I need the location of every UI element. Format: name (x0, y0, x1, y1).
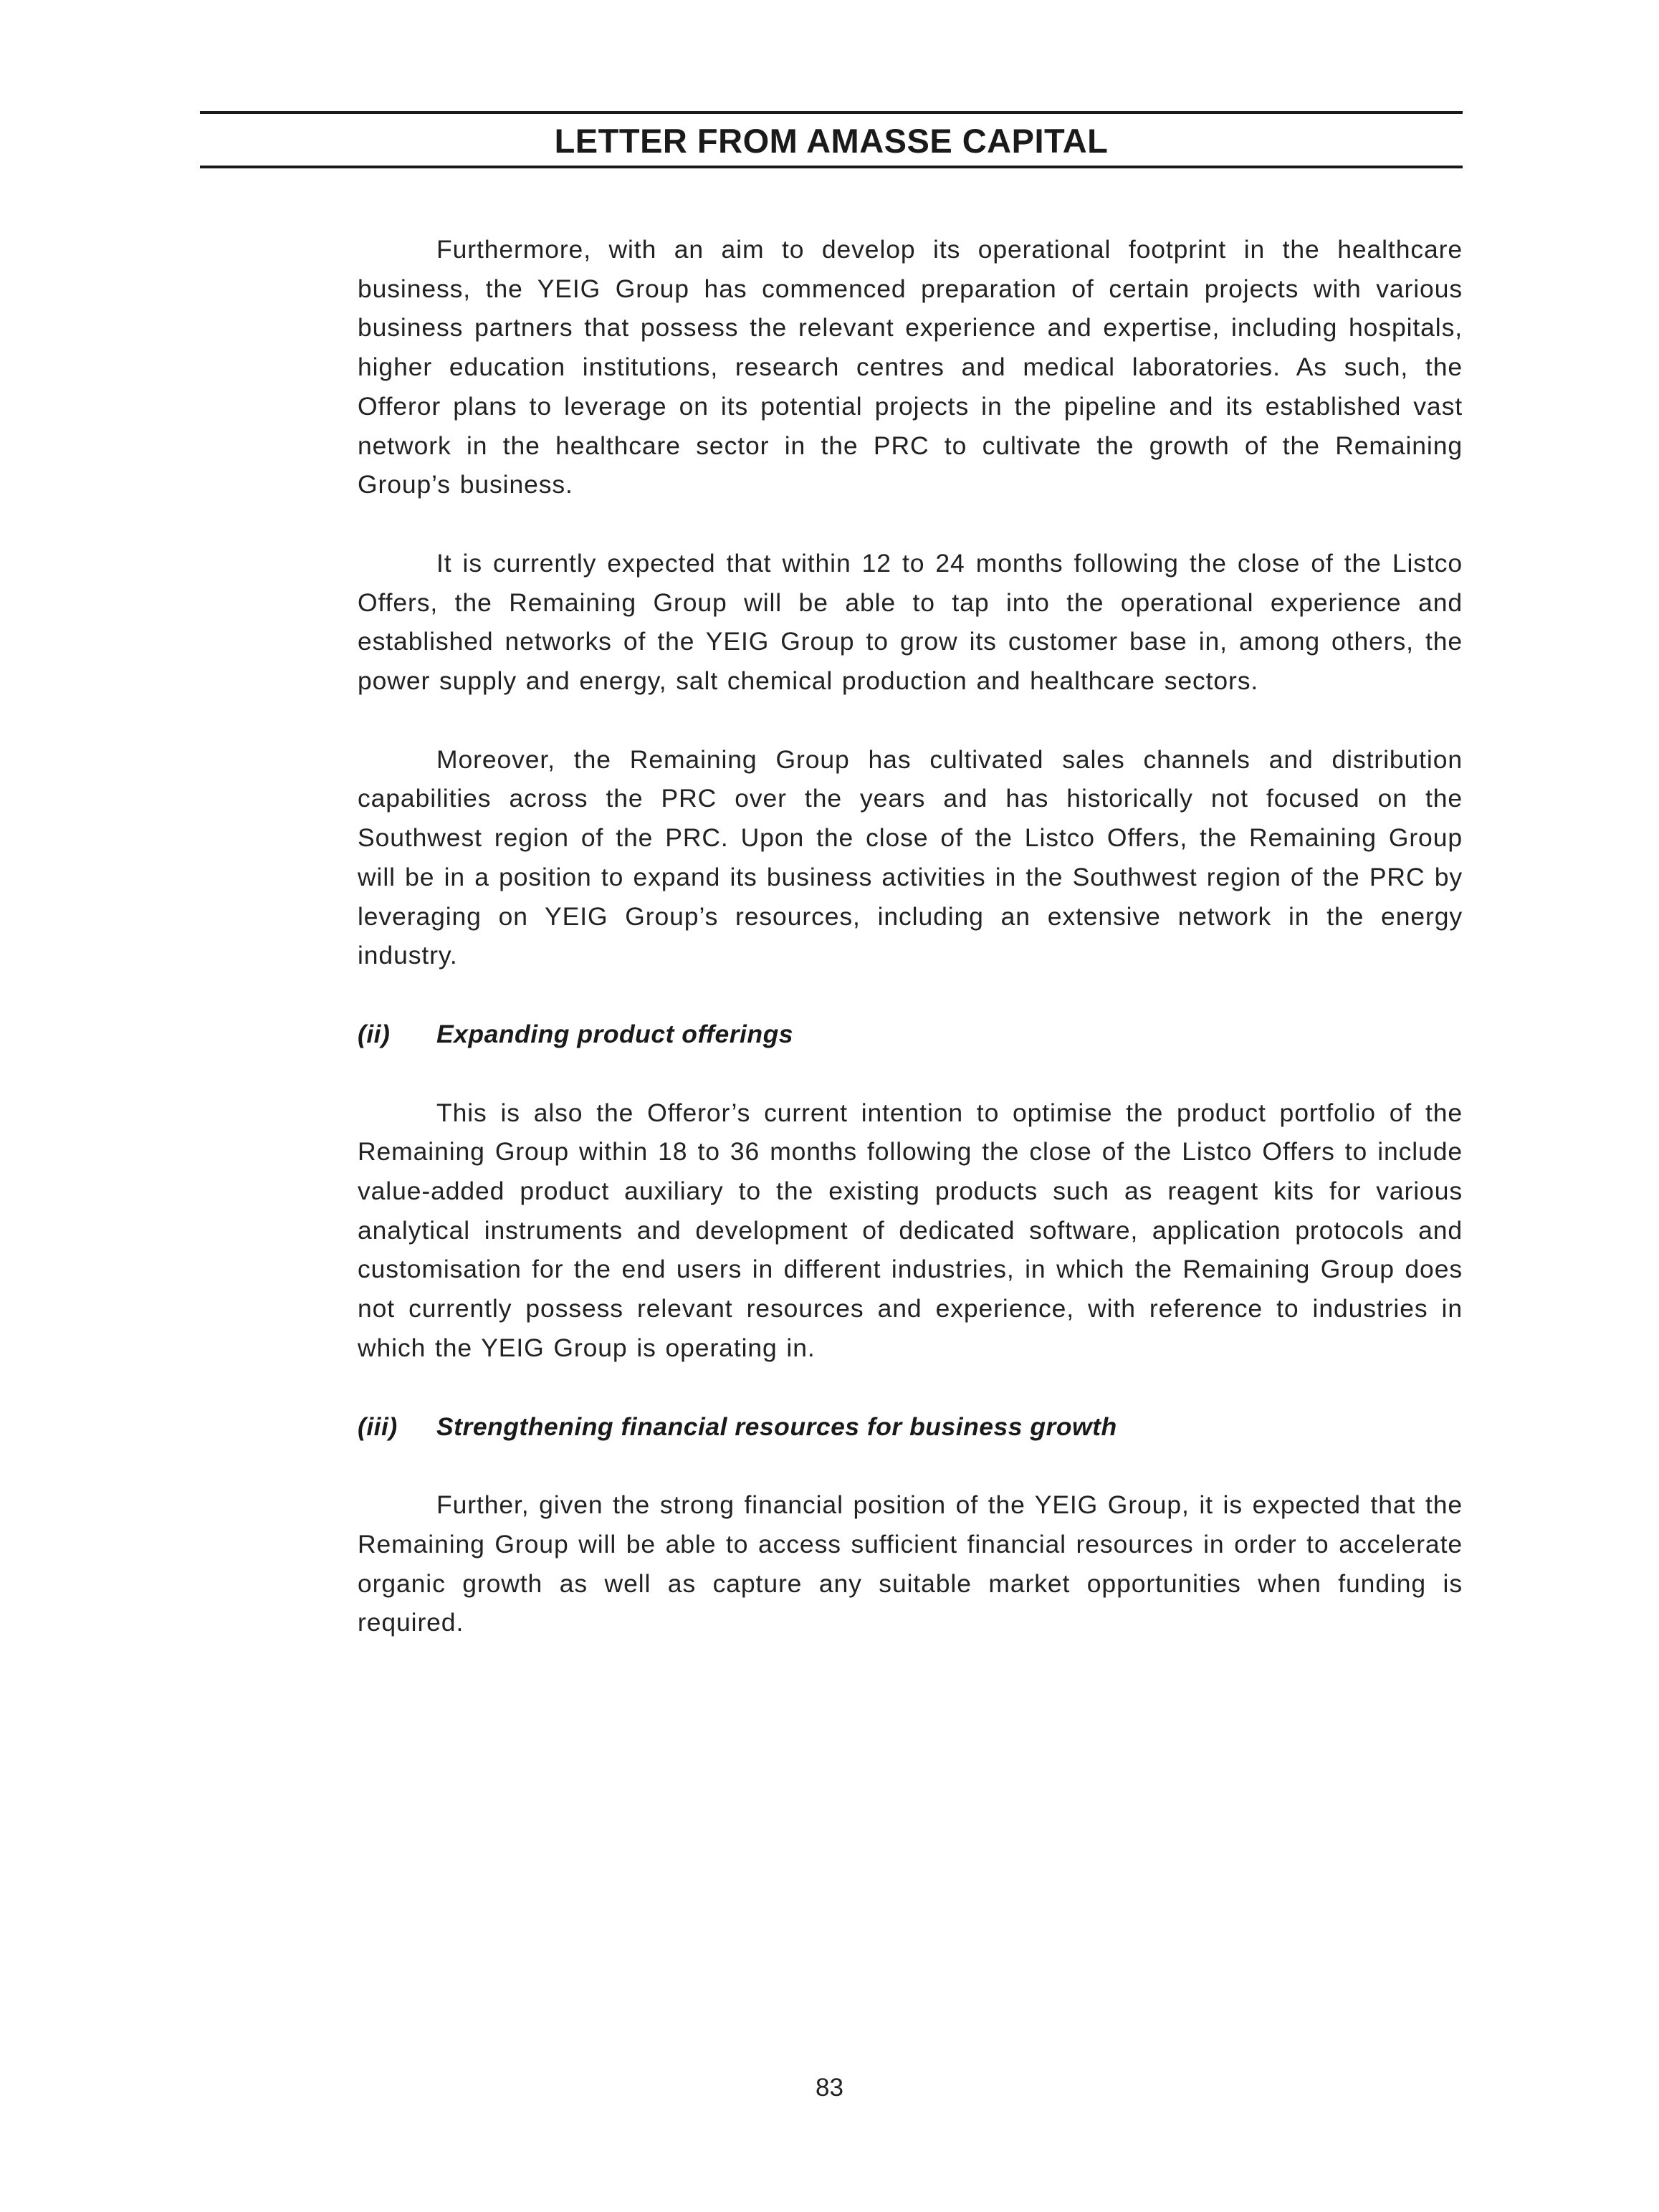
subheading-expanding-product-offerings (358, 1015, 1463, 1054)
header-title: LETTER FROM AMASSE CAPITAL (554, 122, 1109, 160)
subheading-text: Expanding product offerings (436, 1019, 794, 1048)
page-header (200, 111, 1463, 168)
subheading-number: (ii) (358, 1019, 391, 1048)
document-body (358, 230, 1463, 1682)
subheading-text: Strengthening financial resources for business growth (436, 1412, 1117, 1441)
paragraph-product-portfolio: This is also the Offeror’s current intention to optimise the product portfolio of the Remaining Group within 18 to 36 months following the close of the Listco Offers to include value-added product auxiliary to the existing products such as reagent kits for various analytical instruments and development of dedicated software, application protocols and customisation for the end users in different industries, in which the Remaining Group does not currently possess relevant resources and experience, with reference to industries in which the YEIG Group is operating in. (358, 1098, 1463, 1362)
paragraph-healthcare-footprint: Furthermore, with an aim to develop its operational footprint in the healthcare business, the YEIG Group has commenced preparation of certain projects with various business partners that possess the relevant experience and expertise, including hospitals, higher education institutions, research centres and medical laboratories. As such, the Offeror plans to leverage on its potential projects in the pipeline and its established vast network in the healthcare sector in the PRC to cultivate the growth of the Remaining Group’s business. (358, 235, 1463, 499)
paragraph-customer-base: It is currently expected that within 12 to 24 months following the close of the Listco Offers, the Remaining Group will be able to tap into the operational experience and established networks of the YEIG Group to grow its customer base in, among others, the power supply and energy, salt chemical production and healthcare sectors. (358, 548, 1463, 696)
paragraph-southwest-region: Moreover, the Remaining Group has cultivated sales channels and distribution capabilities across the PRC over the years and has historically not focused on the Southwest region of the PRC. Upon the close of the Listco Offers, the Remaining Group will be in a position to expand its business activities in the Southwest region of the PRC by leveraging on YEIG Group’s resources, including an extensive network in the energy industry. (358, 744, 1463, 970)
page-number: 83 (816, 2074, 843, 2102)
paragraph-financial-position: Further, given the strong financial position of the YEIG Group, it is expected that the Remaining Group will be able to access sufficient financial resources in order to accelerate organic growth as well as capture any suitable market opportunities when funding is required. (358, 1490, 1463, 1637)
subheading-financial-resources (358, 1407, 1463, 1447)
subheading-number: (iii) (358, 1412, 398, 1441)
